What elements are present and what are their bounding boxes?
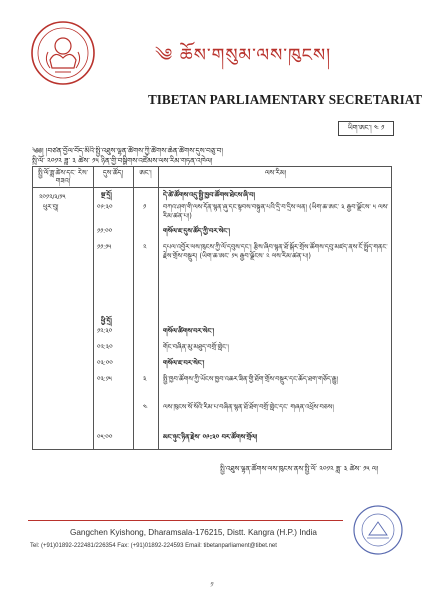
english-letterhead-title: TIBETAN PARLIAMENTARY SECRETARIAT [148, 92, 423, 107]
agenda-row-1-text: བཀའ་ཤག་གི་ལས་དོན་སྙན་ཞུ་དང་སྟབས་བསྟུན་པའི་དྲི་བ་དྲིས་ལན། (ཡིག་ཆ་ཨང་ ༣ རྒྱབ་ལྗོངས་ ༥ ལས་རིམ་ཚན་པ།) [163, 203, 389, 220]
agenda-row-3-number: ༢ [143, 243, 147, 251]
column-divider [133, 167, 134, 449]
agenda-row-7-text: སྤྱི་ཁྱབ་ཚོགས་ཀྱི་ཡོངས་ཁྱབ་འཆར་ཟིན་གྱི་ཐོག་གྲོས་བསྡུར་དང་ཆོད་ཐག་གཅོད་རྒྱུ། [163, 375, 338, 383]
agenda-table [32, 166, 392, 450]
agenda-row-4-time: ༡༢:༣༠ [97, 328, 113, 335]
heading-line-1: ༄༅། །བཙན་བྱོལ་བོད་མིའི་སྤྱི་འཐུས་ལྷན་ཚོགས་ཀྱི་ཚོགས་ཆེན་ཚོགས་དུས་བཅུ་བ། [32, 146, 223, 155]
document-heading [32, 146, 392, 165]
header-divider [33, 187, 391, 188]
agenda-row-4-text: གསོལ་ཚིགས་བར་སེང་། [163, 327, 215, 335]
agenda-row-8-number: ༤ [143, 403, 148, 411]
page-number: ༡ [210, 581, 214, 589]
agenda-row-7-number: ༣ [143, 375, 147, 383]
agenda-row-8-text: ལས་ཁུངས་སོ་སོའི་རིམ་པ་བཞིན་སྙན་ཐོ་ཐོག་བགྲོ་གླེང་དང་ གཞན་འཕྲོས་བཅས། [163, 403, 334, 411]
agenda-row-3-time: ༡༡:༡༥ [97, 244, 112, 251]
agenda-row-6-time: ༠༣:༠༠ [97, 360, 113, 367]
official-stamp [352, 504, 404, 556]
weekday: ཕུར་བུ། [43, 203, 59, 211]
footer-contact: Tel: (+91)01892-222481/226354 Fax: (+91)01892-224593 Email: tibetanparliament@tibet.net [30, 543, 277, 549]
heading-line-2: སྤྱི་ལོ་ ༢༠༡༢ ཟླ་ ༣ ཚེས་ ༡༥ ཉིན་གྱི་བསྒྲིགས་འཛོམས་ལས་རིམ་གཏན་འཁེལ། [32, 155, 213, 165]
parliament-seal-logo [30, 20, 96, 86]
header-number: ཨང་། [139, 169, 152, 177]
agenda-row-1-number: ༡ [143, 203, 147, 211]
agenda-row-2-time: ༡༡:༠༠ [97, 228, 113, 235]
tibetan-letterhead-title: ༄ ཆོས་གསུམ་ལས་ཁུངས། [155, 45, 332, 66]
morning-label: སྔ་དྲོ། [101, 191, 112, 199]
column-divider [158, 167, 159, 449]
agenda-row-2-text: གསོལ་ཇ་དུས་ཚོད་ཀྱི་བར་སེང་། [163, 227, 230, 235]
afternoon-label: ཕྱི་དྲོ། [101, 317, 112, 325]
footer-divider [28, 520, 343, 521]
agenda-row-9-text: མང་ཉུང་ཉིན་རྗེས་ ༠༩:༣༠ བར་ཚོགས་གྲོལ། [163, 433, 258, 441]
agenda-row-0-text: དེ་ཚེ་ཚོགས་འདུ་སྤྱི་ཁྱབ་ཚོགས་ཐེངས་ཞི་བ། [163, 191, 255, 199]
agenda-row-9-time: ༠༥:༠༠ [97, 434, 113, 441]
date-value: ༢༠༡༢/༣/༡༥ [39, 194, 66, 201]
agenda-row-5-text: གོང་བཞིན་མུ་མཐུད་བགྲོ་གླེང་། [163, 343, 229, 351]
header-agenda: ལས་རིམ། [264, 169, 287, 177]
agenda-row-7-time: ༠༣:༡༥ [97, 376, 112, 383]
agenda-row-3-text: དཔལ་འབྱོར་ལས་ཁུངས་ཀྱི་ལོ་དབུས་དང་། རྩིས་ཞིབ་སྙན་ཐོ་སྐོར་གྲོས་ཚོགས་དབུ་མཛད་ནས་ངོ་སྤྲོད་གནང་རྗེས་གྲོས་བསྡུར། (ཡིག་ཆ་ཨང་ ༡༥ རྒྱབ་ལྗོངས་ ༢ ལས་རིམ་ཚན་པ།) [163, 243, 388, 260]
header-time: དུས་ཚོད། [102, 169, 124, 177]
reference-number-box: ཡིག་ཨང་། ༤ ༡ [338, 121, 394, 136]
agenda-row-1-time: ༠༩:༣༠ [97, 204, 113, 211]
header-date: སྤྱི་ལོ་ཟླ་ཚེས་དང་ རེས་གཟའ། [37, 169, 89, 185]
column-divider [93, 167, 94, 449]
footer-address: Gangchen Kyishong, Dharamsala-176215, Distt. Kangra (H.P.) India [70, 528, 317, 537]
agenda-row-6-text: གསོལ་ཇ་བར་སེང་། [163, 359, 205, 367]
agenda-row-5-time: ༠༢:༣༠ [97, 344, 113, 351]
issue-date-line: སྤྱི་འཐུས་ལྷན་ཚོགས་ལས་ཁུངས་ནས་སྤྱི་ལོ་ ༢༠༡༢ ཟླ་ ༣ ཚེས་ ༡༥ ལ། [220, 465, 379, 473]
